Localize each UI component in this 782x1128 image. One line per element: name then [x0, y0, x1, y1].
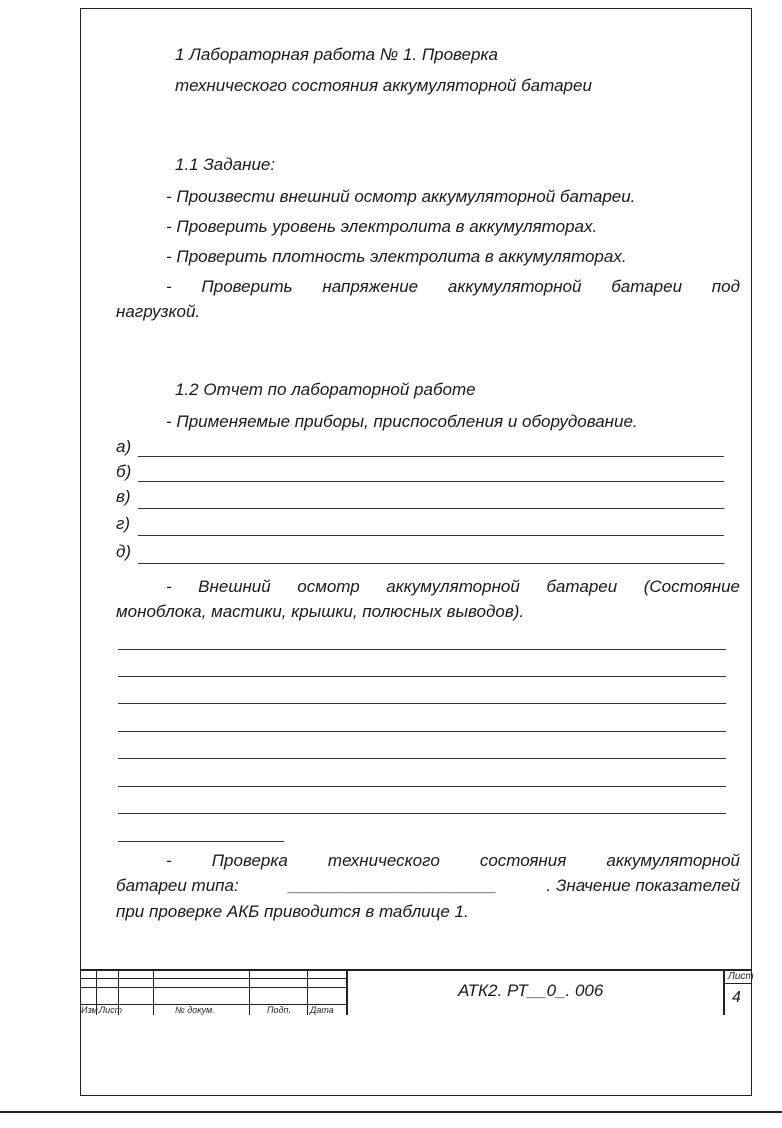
stamp-col-line — [249, 969, 250, 1015]
check-line2-end: . Значение показателей — [546, 876, 740, 895]
check-line3: при проверке АКБ приводится в таблице 1. — [116, 902, 469, 921]
stamp-col-label: Подп. — [267, 1005, 291, 1015]
stamp-col-label: № докум. — [175, 1005, 215, 1015]
check-line2 — [116, 874, 740, 898]
inspection-blank-line[interactable] — [118, 758, 726, 759]
task-item-1: - Произвести внешний осмотр аккумуляторной батареи. — [166, 187, 636, 206]
inspection-blank-line[interactable] — [118, 703, 726, 704]
stamp-col-line — [153, 969, 154, 1015]
equipment-line-b[interactable] — [138, 481, 724, 482]
section-heading-line1: 1 Лабораторная работа № 1. Проверка — [175, 45, 498, 64]
task-item-4-cont: нагрузкой. — [116, 302, 201, 321]
equipment-line-e[interactable] — [138, 563, 724, 564]
title-block — [80, 969, 752, 1096]
check-line2-start: батареи типа: — [116, 876, 239, 895]
stamp-col-label: Дата — [310, 1005, 334, 1015]
stamp-col-line — [307, 969, 308, 1015]
sheet-label: Лист — [728, 971, 754, 982]
equipment-label-e: д) — [116, 542, 132, 561]
task-item-3: - Проверить плотность электролита в аккумуляторах. — [166, 247, 627, 266]
inspection-blank-line[interactable] — [118, 649, 726, 650]
equipment-intro: - Применяемые приборы, приспособления и оборудование. — [166, 412, 638, 431]
section-heading-line2: технического состояния аккумуляторной батареи — [175, 76, 592, 95]
stamp-border-top — [80, 969, 752, 971]
equipment-line-d[interactable] — [138, 535, 724, 536]
inspection-blank-line[interactable] — [118, 676, 726, 677]
stamp-col-label: Лист — [99, 1005, 123, 1015]
check-line1: - Проверка технического состояния аккумуляторной — [166, 851, 740, 870]
inspection-line1: - Внешний осмотр аккумуляторной батареи (Состояние — [166, 577, 740, 596]
page-bottom-rule — [0, 1111, 782, 1113]
equipment-line-a[interactable] — [138, 456, 724, 457]
task-item-2: - Проверить уровень электролита в аккумуляторах. — [166, 217, 598, 236]
document-code: АТК2. РТ__0_. 006 — [458, 981, 604, 1000]
equipment-line-c[interactable] — [138, 508, 724, 509]
stamp-col-line — [723, 969, 725, 1015]
stamp-col-label: Изм. — [81, 1005, 101, 1015]
equipment-label-a: а) — [116, 437, 132, 456]
inspection-blank-line-short[interactable] — [118, 841, 284, 842]
inspection-blank-line[interactable] — [118, 731, 726, 732]
battery-type-blank[interactable]: ______________________ — [288, 876, 497, 895]
sheet-number: 4 — [732, 989, 741, 1006]
inspection-line2: моноблока, мастики, крышки, полюсных выводов). — [116, 602, 525, 621]
stamp-sheet-line — [723, 983, 752, 984]
task-title: 1.1 Задание: — [175, 155, 276, 174]
equipment-label-d: г) — [116, 514, 131, 533]
inspection-blank-line[interactable] — [118, 813, 726, 814]
report-title: 1.2 Отчет по лабораторной работе — [175, 380, 476, 399]
equipment-label-b: б) — [116, 462, 132, 481]
inspection-blank-line[interactable] — [118, 786, 726, 787]
stamp-col-line — [346, 969, 348, 1015]
task-item-4: - Проверить напряжение аккумуляторной батареи под — [166, 277, 740, 296]
equipment-label-c: в) — [116, 487, 131, 506]
